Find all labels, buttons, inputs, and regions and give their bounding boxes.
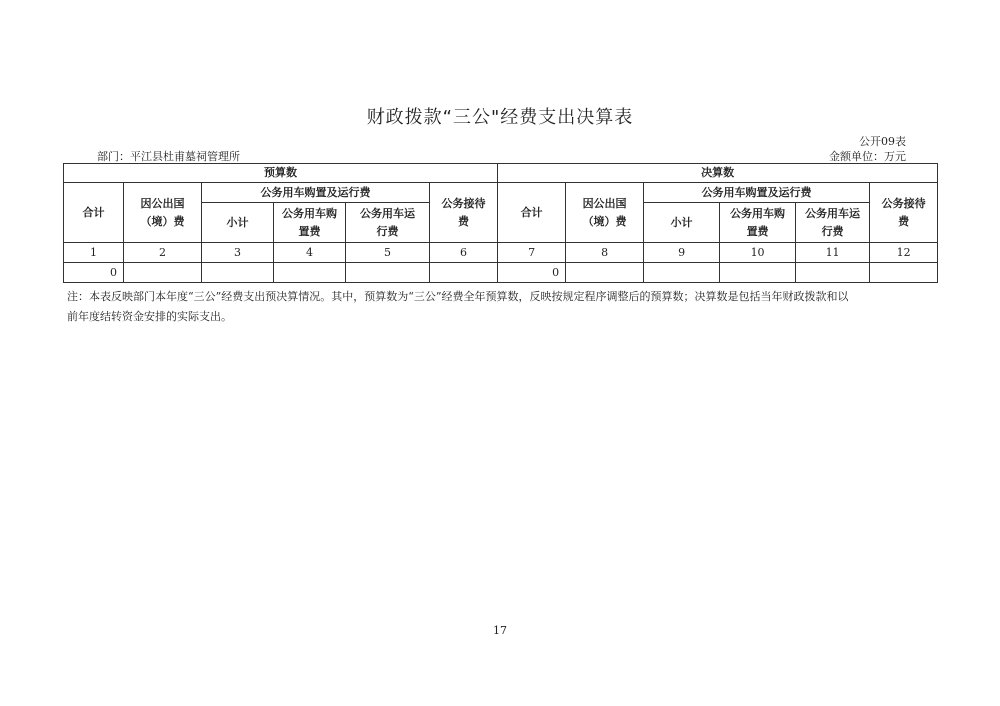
final-reception-header: 公务接待 费 — [870, 183, 938, 243]
final-abroad-header: 因公出国 （境）费 — [566, 183, 644, 243]
amount-unit-label: 金额单位：万元 — [829, 150, 906, 163]
budget-subtotal-header: 小计 — [202, 203, 274, 243]
table-cell — [202, 263, 274, 283]
table-cell: 0 — [64, 263, 124, 283]
budget-reception-header: 公务接待 费 — [430, 183, 498, 243]
footnote-line: 前年度结转资金安排的实际支出。 — [67, 310, 232, 323]
table-cell — [644, 263, 720, 283]
table-cell — [870, 263, 938, 283]
footnote-line: 注：本表反映部门本年度“三公”经费支出预决算情况。其中，预算数为“三公”经费全年预算数，反映按规定程序调整后的预算数；决算数是包括当年财政拨款和以 — [67, 290, 849, 303]
budget-group-header: 预算数 — [64, 164, 498, 183]
column-number: 1 — [64, 243, 124, 263]
final-operate-header: 公务用车运 行费 — [796, 203, 870, 243]
column-number: 4 — [274, 243, 346, 263]
table-cell — [566, 263, 644, 283]
final-vehicle-group-header: 公务用车购置及运行费 — [644, 183, 870, 203]
department-label: 部门：平江县杜甫墓祠管理所 — [97, 150, 240, 163]
page-title: 财政拨款“三公"经费支出决算表 — [366, 107, 634, 128]
final-total-header: 合计 — [498, 183, 566, 243]
table-cell — [124, 263, 202, 283]
column-number-row — [64, 243, 938, 263]
data-row — [64, 263, 938, 283]
column-number: 5 — [346, 243, 430, 263]
table-cell — [796, 263, 870, 283]
table-cell — [274, 263, 346, 283]
final-group-header: 决算数 — [498, 164, 938, 183]
table-cell — [346, 263, 430, 283]
budget-purchase-header: 公务用车购 置费 — [274, 203, 346, 243]
table-cell — [430, 263, 498, 283]
budget-vehicle-group-header: 公务用车购置及运行费 — [202, 183, 430, 203]
final-subtotal-header: 小计 — [644, 203, 720, 243]
table-cell — [720, 263, 796, 283]
column-number: 12 — [870, 243, 938, 263]
footnote — [67, 287, 937, 327]
column-number: 6 — [430, 243, 498, 263]
final-purchase-header: 公务用车购 置费 — [720, 203, 796, 243]
column-number: 9 — [644, 243, 720, 263]
expense-table — [63, 163, 938, 283]
table-number: 公开09表 — [859, 135, 906, 148]
page-number: 17 — [493, 624, 507, 637]
column-number: 11 — [796, 243, 870, 263]
budget-total-header: 合计 — [64, 183, 124, 243]
table-cell: 0 — [498, 263, 566, 283]
column-number: 7 — [498, 243, 566, 263]
budget-operate-header: 公务用车运 行费 — [346, 203, 430, 243]
column-number: 3 — [202, 243, 274, 263]
column-number: 8 — [566, 243, 644, 263]
column-number: 2 — [124, 243, 202, 263]
budget-abroad-header: 因公出国 （境）费 — [124, 183, 202, 243]
column-number: 10 — [720, 243, 796, 263]
